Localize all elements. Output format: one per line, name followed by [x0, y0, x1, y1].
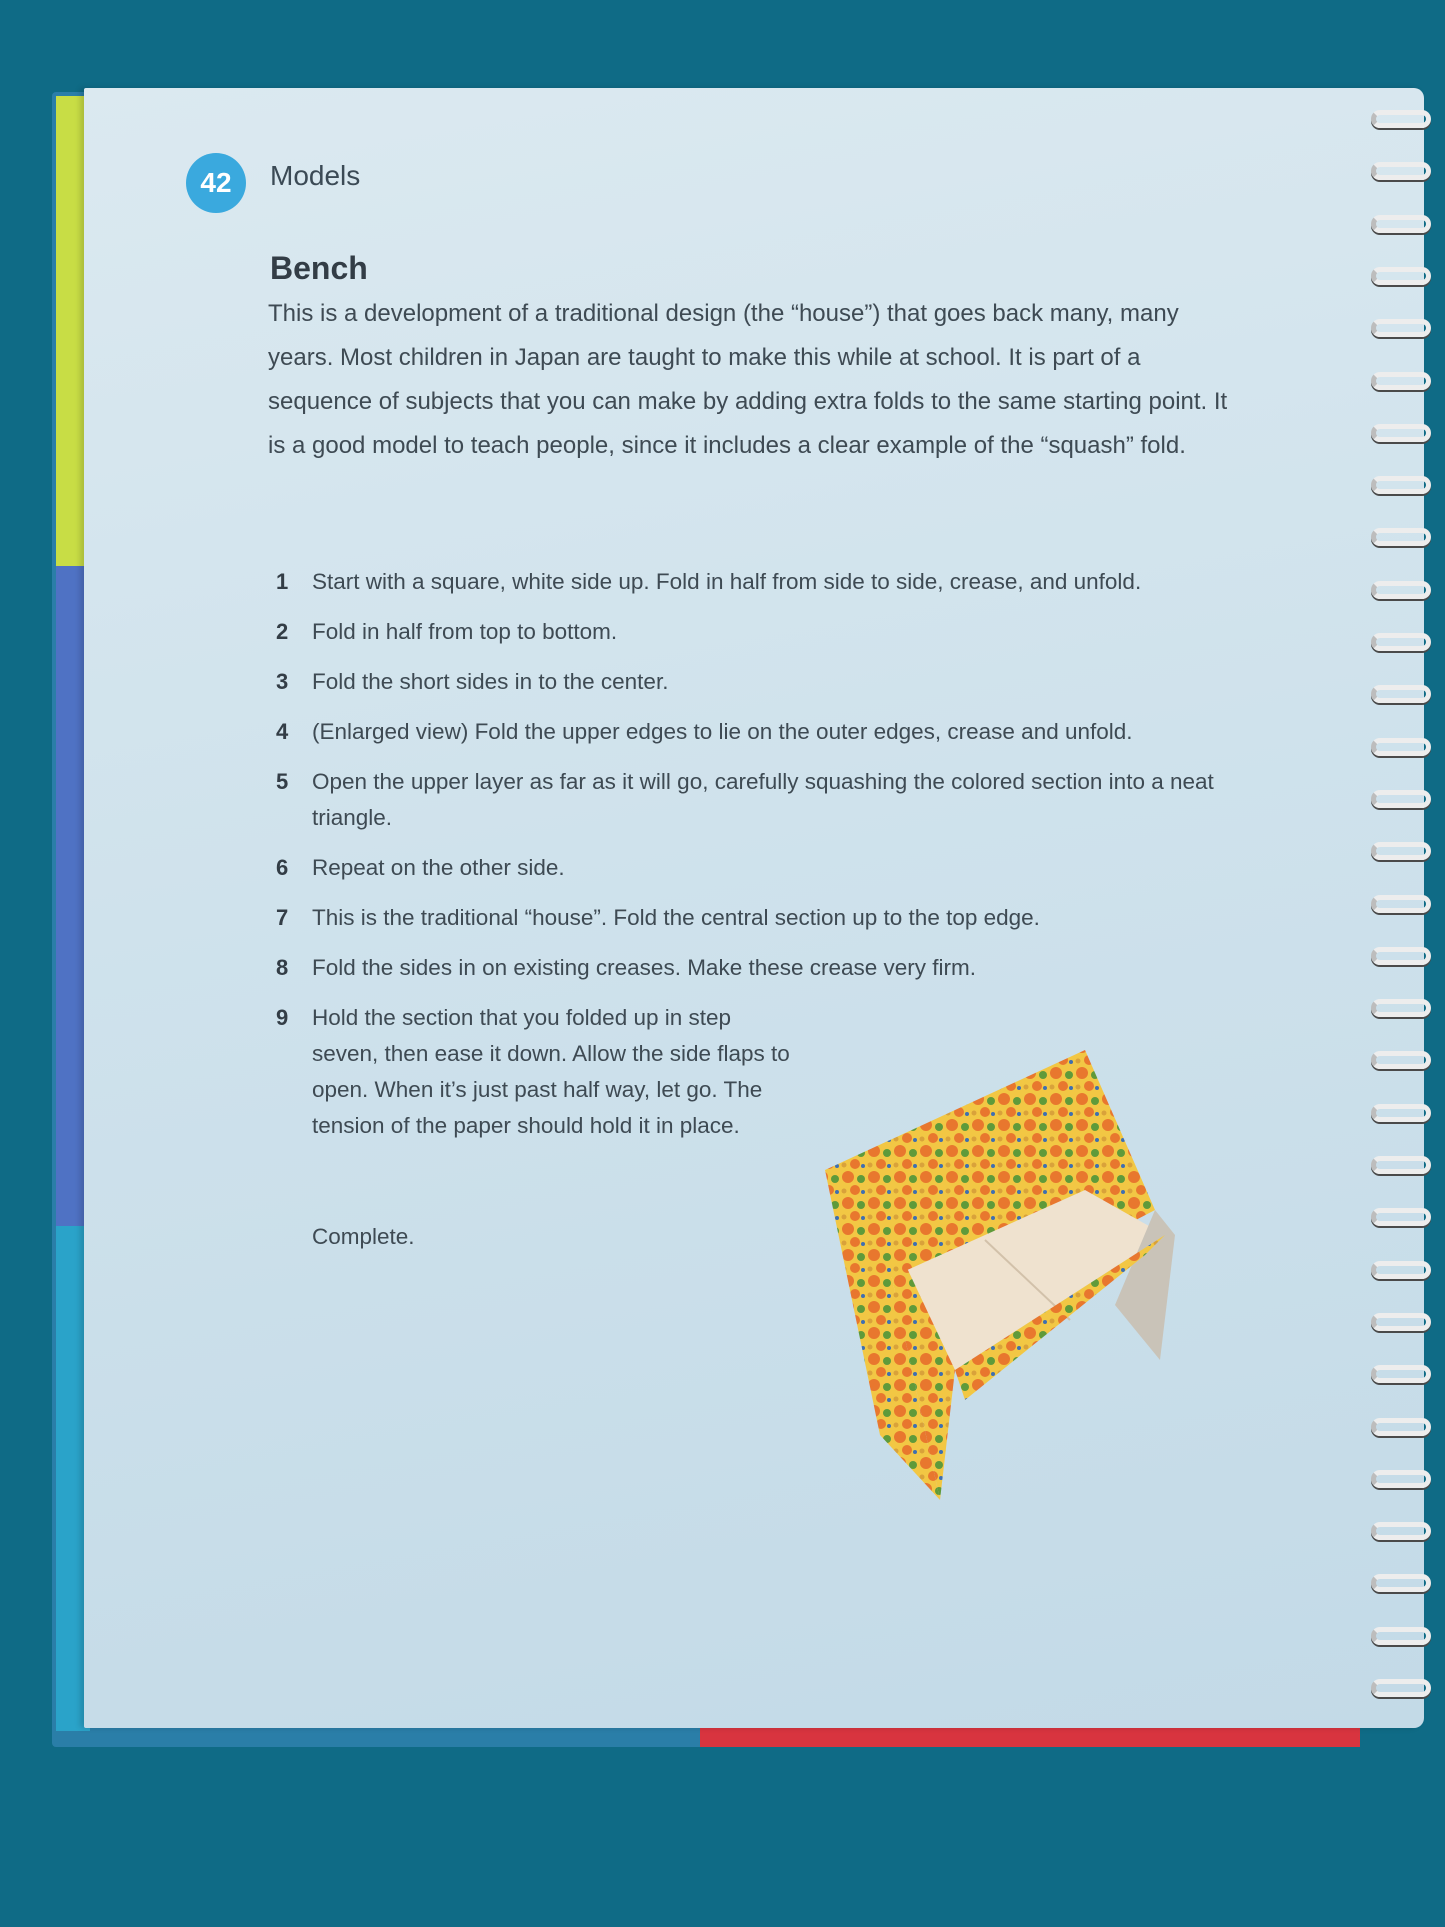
binding-ring — [1371, 1627, 1431, 1645]
step-text: Hold the section that you folded up in step seven, then ease it down. Allow the side flaps to open. When it’s just past half way, let go. The tension of the paper should hold it in place. — [312, 1005, 790, 1138]
binding-ring — [1371, 1208, 1431, 1226]
binding-ring — [1371, 476, 1431, 494]
step-text: Fold the short sides in to the center. — [312, 669, 669, 694]
binding-ring — [1371, 528, 1431, 546]
page-number-badge: 42 — [186, 153, 246, 213]
step-item — [276, 614, 1246, 650]
step-item — [276, 850, 1246, 886]
step-number: 9 — [276, 1005, 289, 1030]
binding-ring — [1371, 215, 1431, 233]
binding-ring — [1371, 1679, 1431, 1697]
step-item — [276, 714, 1246, 750]
binding-ring — [1371, 424, 1431, 442]
step-number: 3 — [276, 669, 289, 694]
binding-ring — [1371, 1261, 1431, 1279]
binding-ring — [1371, 1365, 1431, 1383]
intro-paragraph: This is a development of a traditional design (the “house”) that goes back many, many years. Most children in Japan are taught to make this while at school. It is part of a sequence of subjects that you can make by adding extra folds to the same starting point. It is a good model to teach people, since it includes a clear example of the “squash” fold. — [268, 300, 1228, 459]
step-number: 6 — [276, 855, 289, 880]
binding-ring — [1371, 1574, 1431, 1592]
binding-ring — [1371, 947, 1431, 965]
binding-ring — [1371, 110, 1431, 128]
step-number: 5 — [276, 769, 289, 794]
step-item — [276, 564, 1246, 600]
binding-ring — [1371, 1156, 1431, 1174]
step-text: Repeat on the other side. — [312, 855, 565, 880]
step-text: Fold the sides in on existing creases. Make these crease very firm. — [312, 955, 977, 980]
binding-ring — [1371, 581, 1431, 599]
binding-ring — [1371, 1522, 1431, 1540]
binding-ring — [1371, 1104, 1431, 1122]
binding-ring — [1371, 319, 1431, 337]
binding-ring — [1371, 633, 1431, 651]
binding-ring — [1371, 1470, 1431, 1488]
binding-ring — [1371, 267, 1431, 285]
step-text: Start with a square, white side up. Fold in half from side to side, crease, and unfold. — [312, 569, 1142, 594]
binding-ring — [1371, 685, 1431, 703]
binding-ring — [1371, 999, 1431, 1017]
step-number: 1 — [276, 569, 289, 594]
section-title: Models — [270, 160, 361, 191]
step-item — [276, 664, 1246, 700]
step-text: This is the traditional “house”. Fold the central section up to the top edge. — [312, 905, 1040, 930]
step-text: (Enlarged view) Fold the upper edges to lie on the outer edges, crease and unfold. — [312, 719, 1133, 744]
spiral-binding — [1345, 110, 1445, 1750]
model-title: Bench — [270, 250, 368, 286]
complete-label: Complete. — [312, 1224, 415, 1249]
binding-ring — [1371, 372, 1431, 390]
step-text: Open the upper layer as far as it will go, carefully squashing the colored section into a neat triangle. — [312, 769, 1214, 830]
binding-ring — [1371, 842, 1431, 860]
step-text: Fold in half from top to bottom. — [312, 619, 618, 644]
step-item — [276, 764, 1246, 836]
step-item — [276, 950, 1246, 986]
cover-edge-red — [700, 1725, 1360, 1747]
binding-ring — [1371, 790, 1431, 808]
binding-ring — [1371, 1418, 1431, 1436]
binding-ring — [1371, 1051, 1431, 1069]
step-number: 8 — [276, 955, 289, 980]
origami-bench-photo — [815, 1040, 1215, 1540]
step-number: 2 — [276, 619, 289, 644]
step-number: 4 — [276, 719, 289, 744]
binding-ring — [1371, 162, 1431, 180]
binding-ring — [1371, 895, 1431, 913]
step-number: 7 — [276, 905, 289, 930]
binding-ring — [1371, 738, 1431, 756]
binding-ring — [1371, 1313, 1431, 1331]
step-item — [276, 900, 1246, 936]
